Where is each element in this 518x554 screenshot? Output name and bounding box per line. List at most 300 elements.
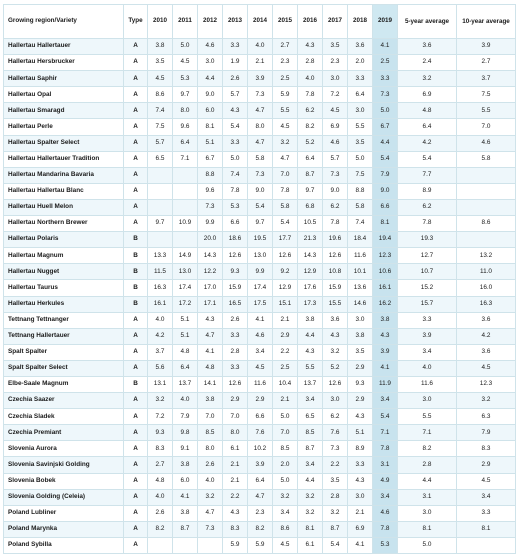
table-cell: 3.5	[323, 473, 348, 489]
table-cell: 9.0	[323, 183, 348, 199]
table-cell: 12.3	[373, 248, 398, 264]
table-cell: 6.1	[298, 537, 323, 553]
variety-name-cell: Slovenia Savinjski Golding	[4, 457, 124, 473]
variety-name-cell: Tettnang Tettnanger	[4, 312, 124, 328]
table-cell: 4.3	[298, 39, 323, 55]
header-type: Type	[124, 5, 148, 39]
type-cell: A	[124, 39, 148, 55]
table-cell: 10.1	[348, 264, 373, 280]
table-cell: 3.9	[248, 71, 273, 87]
table-cell: 5.5	[457, 103, 516, 119]
table-cell: 19.6	[323, 232, 348, 248]
variety-name-cell: Spalt Spalter	[4, 344, 124, 360]
table-cell: 8.3	[457, 441, 516, 457]
table-cell: 3.6	[457, 344, 516, 360]
table-cell: 3.5	[348, 135, 373, 151]
table-row	[4, 87, 516, 103]
table-cell: 10.8	[323, 264, 348, 280]
table-cell: 14.6	[348, 296, 373, 312]
table-cell: 3.4	[248, 344, 273, 360]
table-cell: 12.6	[223, 376, 248, 392]
table-cell: 11.6	[248, 376, 273, 392]
table-cell: 4.5	[248, 360, 273, 376]
table-cell: 4.5	[457, 473, 516, 489]
table-cell: 2.3	[323, 55, 348, 71]
table-cell: 6.6	[248, 409, 273, 425]
table-cell: 4.0	[148, 312, 173, 328]
table-cell: 3.4	[298, 457, 323, 473]
table-cell: 16.3	[148, 280, 173, 296]
table-cell: 11.9	[373, 376, 398, 392]
table-cell: 17.1	[198, 296, 223, 312]
table-cell: 8.0	[198, 441, 223, 457]
table-cell: 2.2	[223, 489, 248, 505]
table-cell: 5.4	[373, 151, 398, 167]
variety-name-cell: Slovenia Aurora	[4, 441, 124, 457]
table-cell: 16.2	[373, 296, 398, 312]
table-cell: 3.3	[348, 457, 373, 473]
table-cell: 3.9	[248, 457, 273, 473]
type-cell: A	[124, 103, 148, 119]
variety-name-cell: Hallertau Taurus	[4, 280, 124, 296]
table-cell: 6.4	[398, 119, 457, 135]
type-cell: A	[124, 199, 148, 215]
table-cell: 8.8	[348, 183, 373, 199]
table-row	[4, 360, 516, 376]
table-cell: 3.0	[348, 489, 373, 505]
table-cell	[457, 183, 516, 199]
table-cell	[148, 537, 173, 553]
table-cell: 5.0	[373, 103, 398, 119]
table-cell: 16.3	[457, 296, 516, 312]
table-cell: 17.5	[248, 296, 273, 312]
table-cell: 10.2	[248, 441, 273, 457]
type-cell: A	[124, 55, 148, 71]
variety-name-cell: Tettnang Hallertauer	[4, 328, 124, 344]
variety-name-cell: Hallertau Magnum	[4, 248, 124, 264]
table-cell: 3.0	[398, 505, 457, 521]
table-cell	[173, 183, 198, 199]
table-cell: 12.9	[273, 280, 298, 296]
table-cell: 3.7	[457, 71, 516, 87]
table-cell: 7.1	[398, 425, 457, 441]
table-row	[4, 312, 516, 328]
alpha-acid-table	[3, 4, 516, 554]
table-cell: 4.2	[398, 135, 457, 151]
table-cell: 3.6	[348, 39, 373, 55]
table-cell: 7.8	[223, 183, 248, 199]
table-cell: 4.8	[173, 344, 198, 360]
table-cell: 2.8	[398, 457, 457, 473]
table-row	[4, 71, 516, 87]
table-cell: 8.0	[223, 425, 248, 441]
type-cell: A	[124, 360, 148, 376]
table-cell: 7.8	[323, 216, 348, 232]
column-header: 2011	[173, 5, 198, 39]
table-cell: 9.2	[273, 264, 298, 280]
table-cell: 9.0	[248, 183, 273, 199]
table-cell: 8.1	[457, 521, 516, 537]
type-cell: A	[124, 151, 148, 167]
table-cell: 13.1	[148, 376, 173, 392]
table-cell: 3.5	[148, 55, 173, 71]
table-cell: 3.0	[348, 312, 373, 328]
table-row	[4, 505, 516, 521]
table-header-row	[4, 5, 516, 39]
table-cell: 18.4	[348, 232, 373, 248]
table-cell: 7.5	[148, 119, 173, 135]
table-cell	[173, 167, 198, 183]
variety-name-cell: Hallertau Hersbrucker	[4, 55, 124, 71]
table-cell: 8.2	[148, 521, 173, 537]
table-cell: 11.6	[398, 376, 457, 392]
table-cell: 6.6	[373, 199, 398, 215]
table-cell: 2.7	[148, 457, 173, 473]
table-cell: 7.8	[373, 521, 398, 537]
table-cell: 12.6	[323, 376, 348, 392]
table-cell: 15.2	[398, 280, 457, 296]
table-cell: 13.0	[248, 248, 273, 264]
table-cell: 3.8	[148, 39, 173, 55]
table-cell: 4.4	[298, 328, 323, 344]
table-cell: 9.7	[148, 216, 173, 232]
table-cell: 3.8	[298, 312, 323, 328]
table-cell: 13.7	[173, 376, 198, 392]
table-cell: 7.0	[457, 119, 516, 135]
table-row	[4, 425, 516, 441]
table-cell: 7.0	[223, 409, 248, 425]
table-cell: 7.3	[323, 167, 348, 183]
table-cell: 12.6	[323, 248, 348, 264]
table-cell: 3.4	[273, 505, 298, 521]
variety-name-cell: Poland Lubliner	[4, 505, 124, 521]
table-cell: 3.2	[298, 505, 323, 521]
variety-name-cell: Hallertau Mandarina Bavaria	[4, 167, 124, 183]
table-cell: 6.8	[298, 199, 323, 215]
variety-name-cell: Hallertau Opal	[4, 87, 124, 103]
table-cell: 8.7	[298, 441, 323, 457]
table-cell: 18.6	[223, 232, 248, 248]
table-cell: 19.5	[248, 232, 273, 248]
table-cell: 4.3	[373, 328, 398, 344]
table-cell: 12.7	[398, 248, 457, 264]
table-cell: 2.1	[273, 393, 298, 409]
table-cell: 4.4	[198, 71, 223, 87]
table-cell: 7.0	[273, 425, 298, 441]
table-cell: 10.7	[398, 264, 457, 280]
table-cell: 15.9	[223, 280, 248, 296]
table-cell: 5.9	[223, 537, 248, 553]
type-cell: A	[124, 312, 148, 328]
table-cell: 3.2	[148, 393, 173, 409]
table-cell	[148, 199, 173, 215]
table-cell: 17.7	[273, 232, 298, 248]
table-cell: 8.0	[173, 103, 198, 119]
table-cell: 7.9	[373, 167, 398, 183]
table-row	[4, 167, 516, 183]
table-cell: 3.0	[198, 55, 223, 71]
table-cell: 3.8	[198, 393, 223, 409]
table-cell: 17.4	[173, 280, 198, 296]
table-row	[4, 537, 516, 553]
column-header: 10-year average	[457, 5, 516, 39]
table-row	[4, 409, 516, 425]
table-row	[4, 473, 516, 489]
table-cell: 12.6	[223, 248, 248, 264]
table-cell: 16.0	[457, 280, 516, 296]
table-cell: 3.8	[373, 312, 398, 328]
table-row	[4, 119, 516, 135]
table-cell: 4.1	[348, 537, 373, 553]
table-cell: 3.6	[323, 312, 348, 328]
table-cell: 3.9	[457, 39, 516, 55]
table-cell: 8.9	[398, 183, 457, 199]
variety-name-cell: Hallertau Smaragd	[4, 103, 124, 119]
variety-name-cell: Poland Sybilla	[4, 537, 124, 553]
table-cell: 2.6	[198, 457, 223, 473]
table-cell: 4.2	[457, 328, 516, 344]
table-cell: 3.0	[323, 393, 348, 409]
table-cell: 8.1	[373, 216, 398, 232]
table-cell: 8.5	[198, 425, 223, 441]
type-cell: A	[124, 441, 148, 457]
table-cell: 3.0	[323, 71, 348, 87]
table-cell: 3.3	[457, 505, 516, 521]
table-cell: 6.4	[173, 135, 198, 151]
table-cell: 4.0	[173, 393, 198, 409]
type-cell: A	[124, 393, 148, 409]
table-cell: 3.2	[457, 393, 516, 409]
table-cell: 9.6	[173, 119, 198, 135]
table-cell: 2.6	[148, 505, 173, 521]
table-cell: 9.3	[148, 425, 173, 441]
table-row	[4, 376, 516, 392]
variety-name-cell: Slovenia Bobek	[4, 473, 124, 489]
table-cell: 2.4	[398, 55, 457, 71]
table-cell: 6.9	[323, 119, 348, 135]
table-cell: 4.7	[248, 103, 273, 119]
table-cell: 4.6	[198, 39, 223, 55]
table-cell: 19.3	[398, 232, 457, 248]
table-cell: 19.4	[373, 232, 398, 248]
table-cell: 2.1	[273, 312, 298, 328]
column-header: 5-year average	[398, 5, 457, 39]
table-cell: 2.2	[273, 344, 298, 360]
table-cell: 2.8	[323, 489, 348, 505]
table-cell: 7.8	[273, 183, 298, 199]
table-row	[4, 135, 516, 151]
table-cell: 5.0	[173, 39, 198, 55]
type-cell: A	[124, 537, 148, 553]
table-cell: 9.9	[198, 216, 223, 232]
table-cell: 2.6	[223, 312, 248, 328]
table-cell: 5.4	[273, 216, 298, 232]
table-cell: 10.6	[373, 264, 398, 280]
table-row	[4, 55, 516, 71]
table-row	[4, 280, 516, 296]
table-cell: 2.9	[248, 393, 273, 409]
table-cell: 6.4	[348, 87, 373, 103]
table-cell: 5.4	[398, 151, 457, 167]
table-cell: 4.1	[198, 344, 223, 360]
table-cell: 7.3	[323, 441, 348, 457]
table-cell: 13.3	[148, 248, 173, 264]
column-header: 2015	[273, 5, 298, 39]
table-cell: 2.9	[223, 393, 248, 409]
alpha-acid-table-container	[3, 4, 515, 554]
table-cell: 9.1	[173, 441, 198, 457]
table-cell: 3.2	[323, 505, 348, 521]
table-cell: 4.5	[148, 71, 173, 87]
table-cell: 15.7	[398, 296, 457, 312]
table-cell: 5.5	[348, 119, 373, 135]
table-cell: 5.7	[148, 135, 173, 151]
table-cell: 6.5	[298, 409, 323, 425]
table-cell: 1.9	[223, 55, 248, 71]
table-cell: 7.4	[148, 103, 173, 119]
variety-name-cell: Poland Marynka	[4, 521, 124, 537]
table-cell: 4.3	[223, 505, 248, 521]
table-cell	[173, 537, 198, 553]
table-cell: 9.3	[223, 264, 248, 280]
table-cell: 7.3	[248, 167, 273, 183]
table-cell: 3.4	[373, 393, 398, 409]
table-cell: 2.3	[273, 55, 298, 71]
table-cell: 8.5	[298, 425, 323, 441]
table-cell: 5.8	[273, 199, 298, 215]
type-cell: A	[124, 489, 148, 505]
table-cell: 4.3	[198, 312, 223, 328]
table-cell: 4.0	[298, 71, 323, 87]
table-row	[4, 521, 516, 537]
table-cell: 4.6	[248, 328, 273, 344]
type-cell: A	[124, 505, 148, 521]
table-cell: 14.9	[173, 248, 198, 264]
table-cell: 4.1	[373, 39, 398, 55]
table-cell	[148, 183, 173, 199]
table-cell: 5.1	[173, 312, 198, 328]
table-cell: 6.4	[248, 473, 273, 489]
table-cell: 17.0	[198, 280, 223, 296]
column-header: 2014	[248, 5, 273, 39]
table-cell: 3.4	[373, 489, 398, 505]
table-cell	[173, 232, 198, 248]
column-header: 2017	[323, 5, 348, 39]
table-cell: 3.6	[457, 312, 516, 328]
variety-name-cell: Czechia Sladek	[4, 409, 124, 425]
table-row	[4, 103, 516, 119]
table-cell: 14.3	[298, 248, 323, 264]
table-cell: 14.3	[198, 248, 223, 264]
table-row	[4, 441, 516, 457]
table-cell: 5.1	[198, 135, 223, 151]
table-cell: 8.7	[323, 521, 348, 537]
table-cell: 7.3	[198, 199, 223, 215]
table-cell: 7.9	[457, 425, 516, 441]
table-cell: 5.8	[457, 151, 516, 167]
table-cell: 7.5	[348, 167, 373, 183]
table-cell: 8.1	[398, 521, 457, 537]
type-cell: A	[124, 87, 148, 103]
table-cell: 9.0	[198, 87, 223, 103]
type-cell: A	[124, 135, 148, 151]
table-cell: 3.1	[398, 489, 457, 505]
table-cell: 5.8	[348, 199, 373, 215]
table-cell: 8.0	[248, 119, 273, 135]
table-cell: 4.3	[348, 409, 373, 425]
table-cell: 4.0	[148, 489, 173, 505]
table-cell: 3.6	[398, 39, 457, 55]
table-cell: 2.1	[348, 505, 373, 521]
table-row	[4, 489, 516, 505]
table-cell: 10.5	[298, 216, 323, 232]
table-cell: 10.9	[173, 216, 198, 232]
type-cell: A	[124, 119, 148, 135]
table-cell: 2.9	[457, 457, 516, 473]
variety-name-cell: Elbe-Saale Magnum	[4, 376, 124, 392]
type-cell: B	[124, 248, 148, 264]
table-cell	[457, 537, 516, 553]
table-cell: 5.0	[398, 537, 457, 553]
type-cell: A	[124, 183, 148, 199]
table-cell: 3.3	[223, 135, 248, 151]
table-cell: 6.0	[198, 103, 223, 119]
table-cell: 3.2	[273, 135, 298, 151]
table-cell: 4.3	[348, 473, 373, 489]
table-cell: 4.1	[173, 489, 198, 505]
table-cell: 7.7	[398, 167, 457, 183]
table-cell: 8.3	[223, 521, 248, 537]
variety-name-cell: Hallertau Nugget	[4, 264, 124, 280]
table-cell: 8.3	[148, 441, 173, 457]
table-cell: 2.5	[273, 71, 298, 87]
table-cell: 8.7	[173, 521, 198, 537]
table-cell: 2.1	[223, 473, 248, 489]
table-cell: 5.7	[223, 87, 248, 103]
table-cell: 4.6	[323, 135, 348, 151]
table-cell: 5.8	[248, 151, 273, 167]
column-header: 2013	[223, 5, 248, 39]
table-cell: 2.3	[248, 505, 273, 521]
table-cell: 7.6	[248, 425, 273, 441]
variety-name-cell: Hallertau Hallertauer Tradition	[4, 151, 124, 167]
type-cell: A	[124, 521, 148, 537]
type-cell: B	[124, 296, 148, 312]
table-cell: 5.5	[398, 409, 457, 425]
table-cell: 5.9	[273, 87, 298, 103]
table-cell: 4.5	[273, 537, 298, 553]
table-cell: 3.8	[173, 505, 198, 521]
variety-name-cell: Spalt Spalter Select	[4, 360, 124, 376]
table-cell: 4.8	[198, 360, 223, 376]
table-cell: 21.3	[298, 232, 323, 248]
variety-name-cell: Hallertau Herkules	[4, 296, 124, 312]
table-cell	[457, 199, 516, 215]
table-cell: 4.6	[373, 505, 398, 521]
table-cell: 3.3	[223, 39, 248, 55]
table-cell: 8.1	[298, 521, 323, 537]
table-row	[4, 296, 516, 312]
table-cell: 4.9	[373, 473, 398, 489]
table-cell: 9.7	[298, 183, 323, 199]
type-cell: A	[124, 457, 148, 473]
table-cell: 7.9	[173, 409, 198, 425]
table-cell: 20.0	[198, 232, 223, 248]
variety-name-cell: Hallertau Hallertau Blanc	[4, 183, 124, 199]
type-cell: A	[124, 167, 148, 183]
table-cell: 7.8	[398, 216, 457, 232]
table-cell: 3.2	[323, 344, 348, 360]
